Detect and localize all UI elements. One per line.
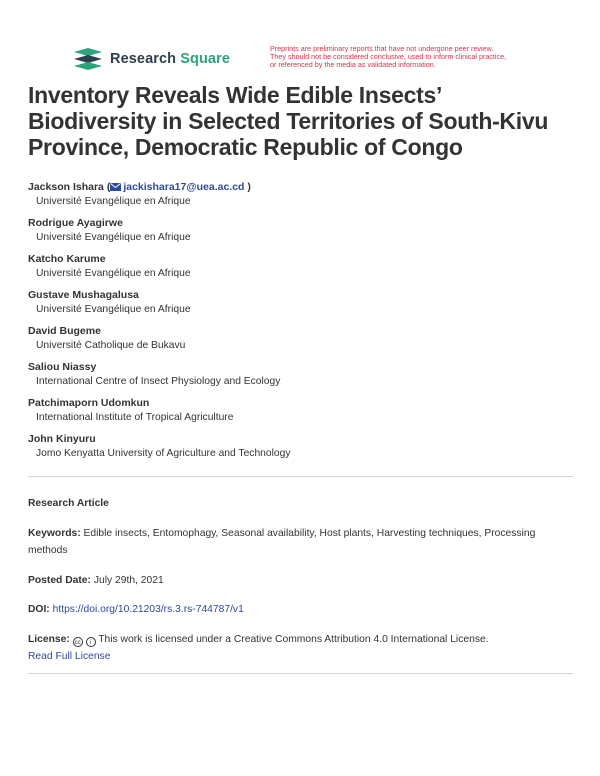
keywords <box>28 525 573 559</box>
logo-word-square: Square <box>180 51 230 67</box>
doi-label: DOI: <box>28 604 50 615</box>
read-full-license-link[interactable]: Read Full License <box>28 651 111 662</box>
author-entry <box>28 324 568 360</box>
notice-line: Preprints are preliminary reports that have not undergone peer review. <box>270 44 494 53</box>
posted-date-label: Posted Date: <box>28 575 91 586</box>
divider <box>28 476 573 477</box>
author-name: David Bugeme <box>28 325 101 337</box>
author-entry <box>28 396 568 432</box>
notice-line: or referenced by the media as validated information. <box>270 60 436 70</box>
author-entry <box>28 360 568 396</box>
author-affiliation: Université Catholique de Bukavu <box>36 340 186 351</box>
author-entry <box>28 288 568 324</box>
author-entry <box>28 432 568 468</box>
author-name: Saliou Niassy <box>28 361 97 373</box>
author-name: Gustave Mushagalusa <box>28 289 139 301</box>
license-label: License: <box>28 634 70 645</box>
author-affiliation: Université Evangélique en Afrique <box>36 304 191 315</box>
author-name: Rodrigue Ayagirwe <box>28 217 123 229</box>
author-affiliation: Université Evangélique en Afrique <box>36 232 191 243</box>
license-text: This work is licensed under a Creative Commons Attribution 4.0 International License. <box>98 634 489 645</box>
paper-title: Inventory Reveals Wide Edible Insects’ Biodiversity in Selected Territories of South-Kivu Province, Democratic Republic of Congo <box>28 82 549 160</box>
posted-date <box>28 572 573 589</box>
author-entry <box>28 216 568 252</box>
article-type <box>28 495 573 512</box>
creative-commons-icon: cc <box>73 637 83 647</box>
author-entry <box>28 252 568 288</box>
research-square-logo[interactable] <box>74 48 230 70</box>
author-affiliation: International Centre of Insect Physiology and Ecology <box>36 376 281 387</box>
posted-date-value: July 29th, 2021 <box>93 575 164 586</box>
keywords-label: Keywords: <box>28 528 81 539</box>
keywords-value: Edible insects, Entomophagy, Seasonal availability, Host plants, Harvesting techniques, Processing methods <box>28 528 536 556</box>
author-affiliation: International Institute of Tropical Agriculture <box>36 412 234 423</box>
author-email-link[interactable]: jackishara17@uea.ac.cd <box>123 181 245 193</box>
attribution-icon: i <box>86 637 96 647</box>
license <box>28 631 573 665</box>
author-name: Katcho Karume <box>28 253 106 265</box>
author-list <box>28 180 568 468</box>
doi-link[interactable]: https://doi.org/10.21203/rs.3.rs-744787/v1 <box>52 604 244 615</box>
author-affiliation: Université Evangélique en Afrique <box>36 268 191 279</box>
logo-word-research: Research <box>110 51 177 67</box>
envelope-icon <box>110 183 121 191</box>
author-name: Jackson Ishara <box>28 181 104 193</box>
logo-text <box>110 51 230 67</box>
notice-line: They should not be considered conclusive, used to inform clinical practice, <box>270 52 507 62</box>
doi <box>28 601 573 618</box>
author-name: John Kinyuru <box>28 433 96 445</box>
research-square-logo-icon <box>74 48 102 70</box>
preprint-notice <box>270 45 540 70</box>
author-entry: Jackson Ishara ( jackishara17@uea.ac.cd ) Université Evangélique en Afrique <box>28 180 568 216</box>
divider <box>28 673 573 674</box>
article-type-label: Research Article <box>28 498 109 509</box>
author-affiliation: Université Evangélique en Afrique <box>36 196 191 207</box>
author-affiliation: Jomo Kenyatta University of Agriculture and Technology <box>36 448 291 459</box>
author-name: Patchimaporn Udomkun <box>28 397 150 409</box>
